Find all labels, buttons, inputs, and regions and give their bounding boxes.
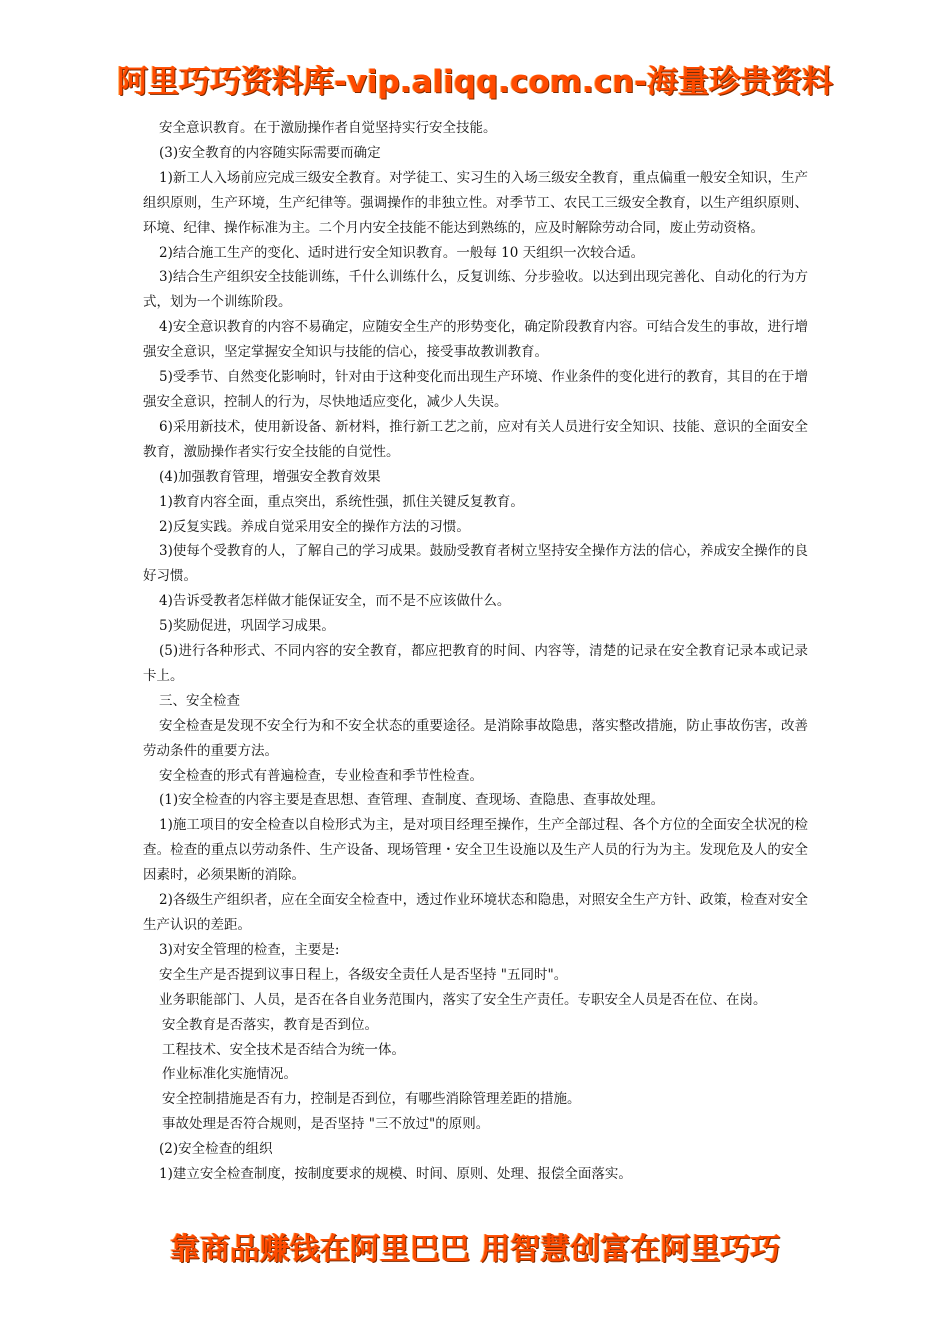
paragraph: (1)安全检查的内容主要是查思想、查管理、查制度、查现场、查隐患、查事故处理。 <box>159 792 665 809</box>
paragraph: 安全意识教育。在于激励操作者自觉坚持实行安全技能。 <box>159 120 497 136</box>
paragraph: 1)施工项目的安全检查以自检形式为主，是对项目经理至操作，生产全部过程、各个方位的全面安全状况的检查。检查的重点以劳动条件、生产设备、现场管理・安全卫生设施以及生产人员的行为为主。发现危及人的安全因素时，必须果断的消除。 <box>143 817 808 884</box>
paragraph: 5)受季节、自然变化影响时，针对由于这种变化而出现生产环境、作业条件的变化进行的教育，其目的在于增强安全意识，控制人的行为，尽快地适应变化，减少人失误。 <box>143 369 808 410</box>
paragraph: (3)安全教育的内容随实际需要而确定 <box>159 144 381 161</box>
paragraph: 安全控制措施是否有力，控制是否到位，有哪些消除管理差距的措施。 <box>162 1091 581 1108</box>
paragraph: 作业标准化实施情况。 <box>162 1066 297 1083</box>
paragraph: 3)对安全管理的检查，主要是: <box>159 941 340 958</box>
paragraph: 2)各级生产组织者，应在全面安全检查中，透过作业环境状态和隐患，对照安全生产方针、政策，检查对安全生产认识的差距。 <box>143 892 808 933</box>
paragraph: 安全教育是否落实，教育是否到位。 <box>162 1016 378 1033</box>
paragraph: 1)建立安全检查制度，按制度要求的规模、时间、原则、处理、报偿全面落实。 <box>159 1166 632 1183</box>
paragraph: 业务职能部门、人员，是否在各自业务范围内，落实了安全生产责任。专职安全人员是否在位、在岗。 <box>159 991 767 1008</box>
paragraph: (4)加强教育管理，增强安全教育效果 <box>159 468 381 485</box>
paragraph: 3)使每个受教育的人，了解自己的学习成果。鼓励受教育者树立坚持安全操作方法的信心，养成安全操作的良好习惯。 <box>143 543 808 585</box>
paragraph: 安全检查的形式有普遍检查，专业检查和季节性检查。 <box>159 767 483 784</box>
paragraph: (5)进行各种形式、不同内容的安全教育，都应把教育的时间、内容等，清楚的记录在安全教育记录本或记录卡上。 <box>143 643 808 684</box>
document-body <box>143 116 808 1187</box>
footer-banner: 靠商品赚钱在阿里巴巴 用智慧创富在阿里巧巧 <box>169 1232 781 1267</box>
header-banner: 阿里巧巧资料库-vip.aliqq.com.cn-海量珍贵资料 <box>116 64 834 100</box>
paragraph: 6)采用新技术，使用新设备、新材料，推行新工艺之前，应对有关人员进行安全知识、技能、意识的全面安全教育，激励操作者实行安全技能的自觉性。 <box>143 418 808 460</box>
paragraph: 2)反复实践。养成自觉采用安全的操作方法的习惯。 <box>159 518 470 535</box>
paragraph: 1)新工人入场前应完成三级安全教育。对学徒工、实习生的入场三级安全教育，重点偏重一般安全知识，生产组织原则，生产环境，生产纪律等。强调操作的非独立性。对季节工、农民工三级安全教育，以生产组织原则、环境、纪律、操作标准为主。二个月内安全技能不能达到熟练的，应及时解除劳动合同，废止劳动资格。 <box>143 169 808 236</box>
paragraph: (2)安全检查的组织 <box>159 1141 273 1158</box>
paragraph: 4)告诉受教者怎样做才能保证安全，而不是不应该做什么。 <box>159 593 511 610</box>
paragraph: 4)安全意识教育的内容不易确定，应随安全生产的形势变化，确定阶段教育内容。可结合发生的事故，进行增强安全意识，坚定掌握安全知识与技能的信心，接受事故教训教育。 <box>143 319 808 361</box>
paragraph: 3)结合生产组织安全技能训练，千什么训练什么，反复训练、分步验收。以达到出现完善化、自动化的行为方式，划为一个训练阶段。 <box>143 269 808 311</box>
paragraph: 2)结合施工生产的变化、适时进行安全知识教育。一般每 10 天组织一次较合适。 <box>159 244 645 261</box>
paragraph: 1)教育内容全面，重点突出，系统性强，抓住关键反复教育。 <box>159 493 524 510</box>
paragraph: 5)奖励促进，巩固学习成果。 <box>159 618 335 635</box>
paragraph: 安全生产是否提到议事日程上，各级安全责任人是否坚持 "五同时"。 <box>159 966 568 983</box>
paragraph: 安全检查是发现不安全行为和不安全状态的重要途径。是消除事故隐患，落实整改措施，防止事故伤害，改善劳动条件的重要方法。 <box>143 717 808 759</box>
paragraph: 工程技术、安全技术是否结合为统一体。 <box>162 1041 405 1058</box>
paragraph: 三、安全检查 <box>159 692 240 709</box>
paragraph: 事故处理是否符合规则，是否坚持 "三不放过"的原则。 <box>162 1116 490 1133</box>
